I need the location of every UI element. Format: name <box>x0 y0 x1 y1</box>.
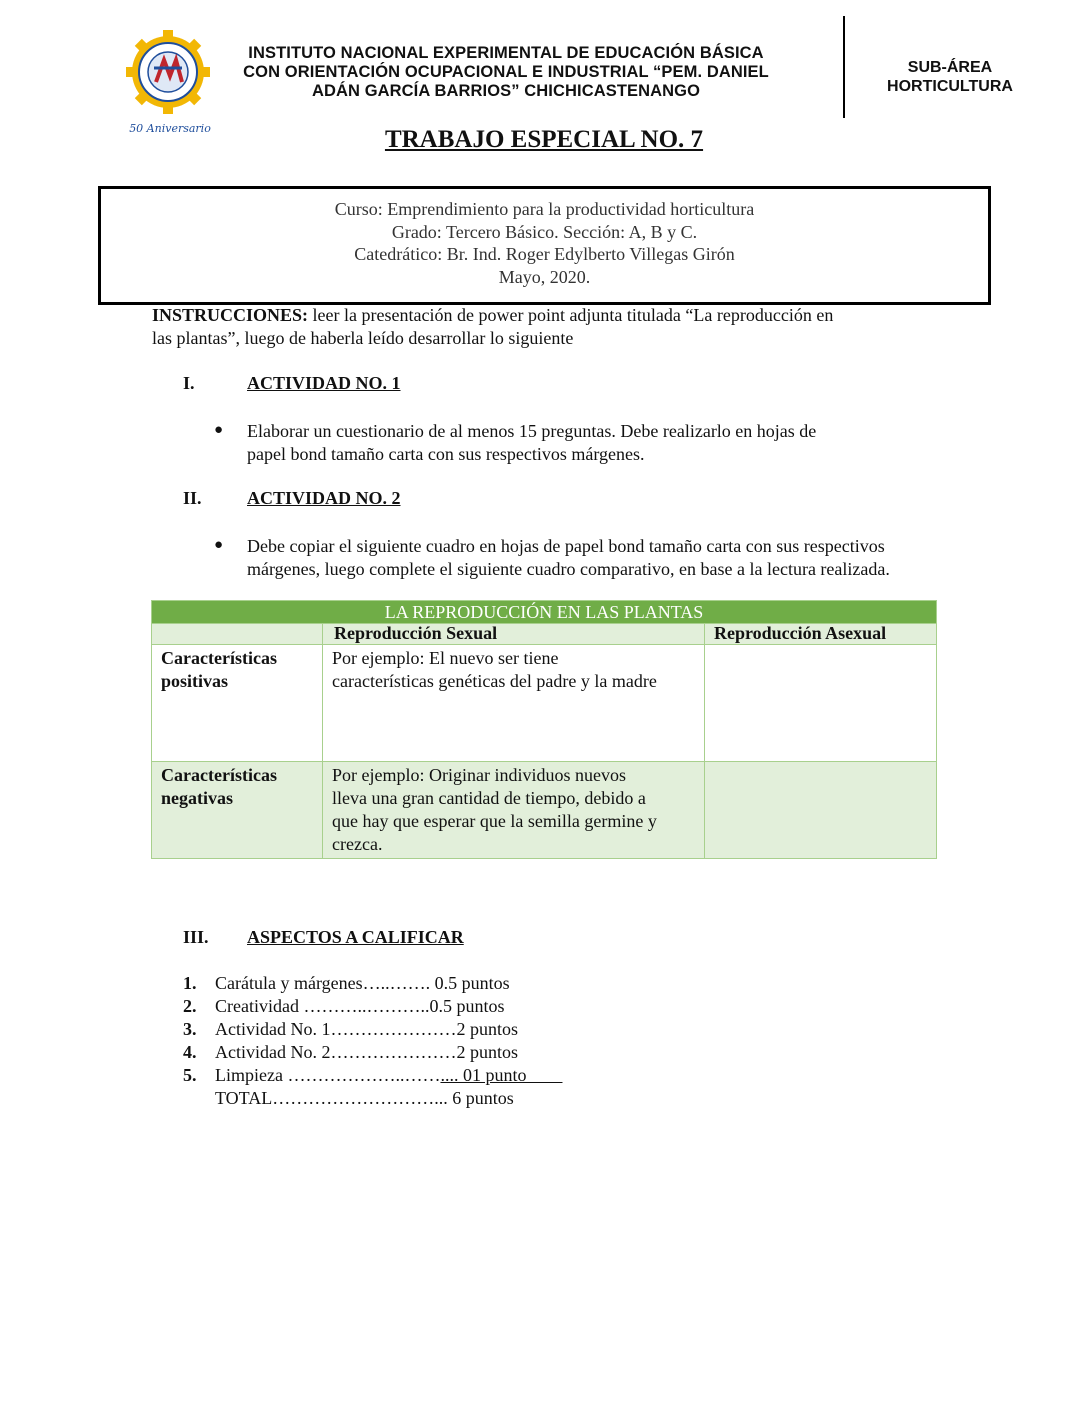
section-title: ACTIVIDAD NO. 1 <box>247 373 401 393</box>
item-number: 4. <box>183 1042 197 1062</box>
item-number: 3. <box>183 1019 197 1039</box>
institution-name <box>196 44 816 101</box>
teacher-line: Catedrático: Br. Ind. Roger Edylberto Villegas Girón <box>354 244 735 264</box>
instructions-label: INSTRUCCIONES: <box>152 305 309 325</box>
date-line: Mayo, 2020. <box>498 266 591 287</box>
list-item <box>183 1018 562 1041</box>
instructions-text: leer la presentación de power point adjunta titulada “La reproducción en <box>308 305 834 325</box>
bullet-icon: ● <box>214 422 224 438</box>
column-header-asexual: Reproducción Asexual <box>705 624 937 645</box>
cell-sexual-positive <box>323 645 705 762</box>
description-line: papel bond tamaño carta con sus respectivos márgenes. <box>247 444 645 464</box>
instructions-text: las plantas”, luego de haberla leído desarrollar lo siguiente <box>152 328 574 348</box>
item-number: 5. <box>183 1065 197 1085</box>
list-item <box>183 1064 562 1087</box>
item-text: Actividad No. 1…………………2 puntos <box>215 1019 518 1039</box>
logo-caption: 50 Aniversario <box>129 122 211 135</box>
sub-area-line: SUB-ÁREA <box>907 59 993 76</box>
cell-sexual-negative <box>323 762 705 859</box>
grading-list <box>183 972 562 1110</box>
item-text: Creatividad ………..………..0.5 puntos <box>215 996 505 1016</box>
institution-line: ADÁN GARCÍA BARRIOS” CHICHICASTENANGO <box>311 82 701 100</box>
sub-area-label <box>862 58 1038 96</box>
list-item <box>183 972 562 995</box>
header-divider <box>843 16 845 118</box>
item-number: 1. <box>183 973 197 993</box>
list-item <box>183 1041 562 1064</box>
item-number: 2. <box>183 996 197 1016</box>
table-header-row <box>152 624 937 645</box>
row-label-line: Características <box>161 765 277 785</box>
cell-line: Por ejemplo: Originar individuos nuevos <box>332 765 626 785</box>
list-item <box>183 995 562 1018</box>
course-info-box <box>98 186 991 305</box>
row-label-positive <box>152 645 323 762</box>
description-line: Elaborar un cuestionario de al menos 15 preguntas. Debe realizarlo en hojas de <box>247 421 817 441</box>
sub-area-line: HORTICULTURA <box>887 78 1013 95</box>
instructions <box>152 304 942 350</box>
cell-asexual-negative <box>705 762 937 859</box>
cell-line: lleva una gran cantidad de tiempo, debido a <box>332 788 646 808</box>
cell-line: crezca. <box>332 834 383 854</box>
bullet-icon: ● <box>214 537 224 553</box>
document-title: TRABAJO ESPECIAL NO. 7 <box>384 126 704 153</box>
grading-total <box>183 1087 562 1110</box>
description-line: márgenes, luego complete el siguiente cuadro comparativo, en base a la lectura realizada. <box>247 559 890 579</box>
row-label-negative <box>152 762 323 859</box>
section-number: I. <box>183 373 195 393</box>
row-label-line: Características <box>161 648 277 668</box>
column-header-sexual: Reproducción Sexual <box>323 624 705 645</box>
cell-line: Por ejemplo: El nuevo ser tiene <box>332 648 559 668</box>
section-number: II. <box>183 488 202 508</box>
activity-1-description <box>247 420 941 466</box>
item-text: Carátula y márgenes…..……. 0.5 puntos <box>215 973 510 993</box>
activity-2-description <box>247 535 947 581</box>
item-text-underlined: .... 01 punto <box>440 1065 563 1085</box>
section-title: ACTIVIDAD NO. 2 <box>247 488 401 508</box>
row-label-line: negativas <box>161 788 233 808</box>
institution-line: INSTITUTO NACIONAL EXPERIMENTAL DE EDUCACIÓN BÁSICA <box>248 44 764 62</box>
total-text: TOTAL………………………... 6 puntos <box>215 1088 514 1108</box>
description-line: Debe copiar el siguiente cuadro en hojas de papel bond tamaño carta con sus respectivos <box>247 536 885 556</box>
column-header <box>152 624 323 645</box>
section-title: ASPECTOS A CALIFICAR <box>247 927 464 947</box>
cell-asexual-positive <box>705 645 937 762</box>
row-label-line: positivas <box>161 671 229 691</box>
table-row <box>152 645 937 762</box>
grade-line: Grado: Tercero Básico. Sección: A, B y C. <box>391 221 698 242</box>
cell-line: características genéticas del padre y la madre <box>332 671 657 691</box>
table-row <box>152 762 937 859</box>
item-text: Actividad No. 2…………………2 puntos <box>215 1042 518 1062</box>
section-number: III. <box>183 927 209 947</box>
institution-line: CON ORIENTACIÓN OCUPACIONAL E INDUSTRIAL “PEM. DANIEL <box>243 63 769 81</box>
reproduction-table <box>151 600 937 859</box>
item-number-spacer <box>183 1087 215 1110</box>
table-title: LA REPRODUCCIÓN EN LAS PLANTAS <box>152 601 937 624</box>
course-line: Curso: Emprendimiento para la productividad horticultura <box>334 199 755 219</box>
item-text: Limpieza ………………..…… <box>215 1065 441 1085</box>
cell-line: que hay que esperar que la semilla germine y <box>332 811 657 831</box>
